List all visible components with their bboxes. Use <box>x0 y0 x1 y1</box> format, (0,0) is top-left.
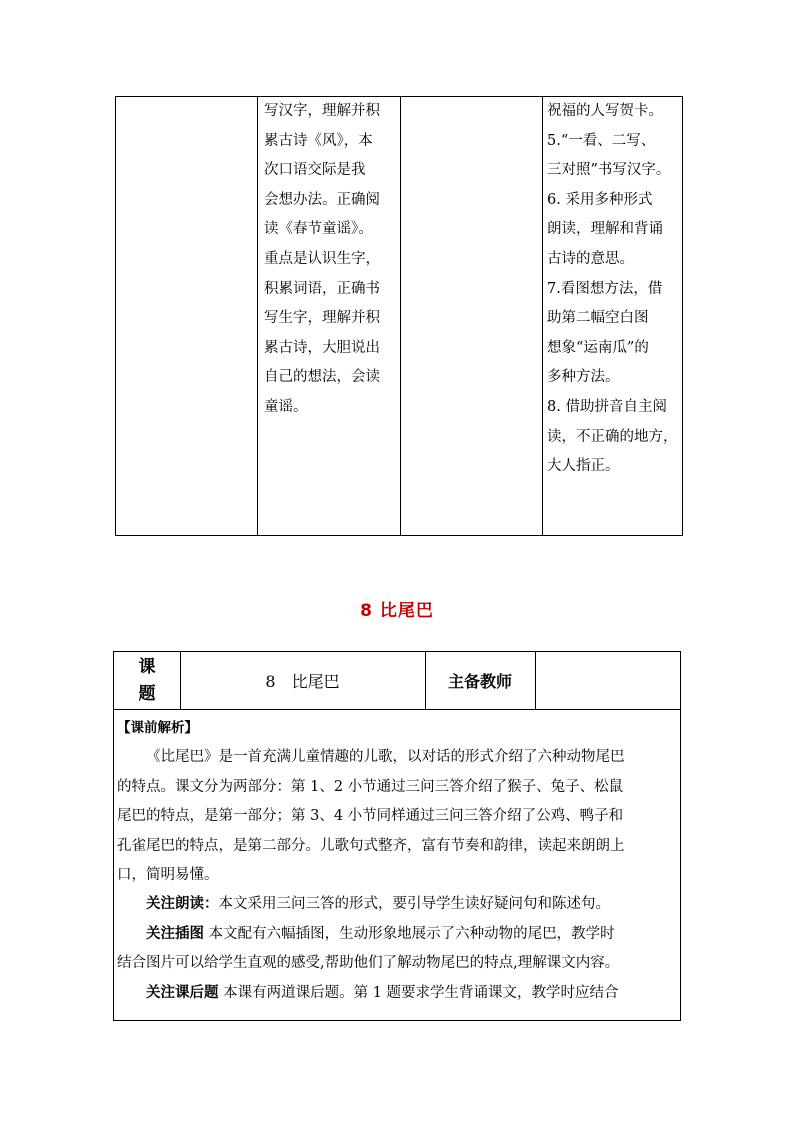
text-line: 祝福的人写贺卡。 <box>547 103 663 119</box>
text-line: 5.“一看、二写、 <box>547 132 656 149</box>
lesson-plan-table <box>113 651 681 1021</box>
paragraph-line: 孔雀尾巴的特点，是第二部分。儿歌句式整齐，富有节奏和韵律，读起来朗朗上 <box>117 837 625 854</box>
paragraph-line: 口，简明易懂。 <box>117 867 219 884</box>
text-line: 读《春节童谣》。 <box>264 221 373 238</box>
paragraph-line: 结合图片可以给学生直观的感受,帮助他们了解动物尾巴的特点,理解课文内容。 <box>117 955 620 972</box>
paragraph-line: 的特点。课文分为两部分：第 1、2 小节通过三问三答介绍了猴子、兔子、松鼠 <box>117 778 624 795</box>
table1-cell-teaching-methods <box>547 97 681 482</box>
paragraph-line: 《比尾巴》是一首充满儿童情趣的儿歌，以对话的形式介绍了六种动物尾巴 <box>146 749 625 766</box>
text-line: 累古诗，大胆说出 <box>264 339 380 356</box>
text-line: 8. 借助拼音自主阅 <box>547 398 667 415</box>
text-line: 多种方法。 <box>547 369 620 386</box>
text-line: 写生字，理解并积 <box>264 310 380 327</box>
teacher-value <box>535 652 680 709</box>
column-divider <box>400 97 401 535</box>
paragraph-line: 尾巴的特点，是第一部分；第 3、4 小节同样通过三问三答介绍了公鸡、鸭子和 <box>117 808 624 825</box>
text-line: 朗读，理解和背诵 <box>547 221 663 238</box>
focus-illustrations-text: 本文配有六幅插图，生动形象地展示了六种动物的尾巴，教学时 <box>204 925 615 942</box>
topic-label-char: 题 <box>138 683 156 704</box>
text-line: 写汉字，理解并积 <box>264 103 380 119</box>
focus-reading-text: 本文采用三问三答的形式，要引导学生读好疑问句和陈述句。 <box>218 896 610 913</box>
table1-cell-teaching-focus <box>264 97 399 423</box>
column-divider <box>542 97 543 535</box>
text-line: 大人指正。 <box>547 458 620 475</box>
text-line: 7.看图想方法，借 <box>547 280 663 297</box>
section-heading: 【课前解析】 <box>117 720 198 736</box>
text-line: 古诗的意思。 <box>547 250 634 267</box>
pre-class-analysis <box>117 714 679 1008</box>
text-line: 积累词语，正确书 <box>264 280 380 297</box>
text-line: 读，不正确的地方， <box>547 428 678 445</box>
text-line: 童谣。 <box>264 398 308 415</box>
focus-illustrations-label: 关注插图 <box>146 925 204 942</box>
text-line: 重点是认识生字， <box>264 250 380 267</box>
text-line: 自己的想法，会读 <box>264 369 380 386</box>
teacher-label: 主备教师 <box>447 672 512 691</box>
focus-exercises-text: 本课有两道课后题。第 1 题要求学生背诵课文，教学时应结合 <box>218 984 619 1001</box>
lesson-plan-table-continued <box>115 96 683 536</box>
focus-reading-label: 关注朗读： <box>146 896 219 913</box>
table-header-row <box>114 652 680 710</box>
topic-value: 8 比尾巴 <box>265 672 340 691</box>
text-line: 想象“运南瓜”的 <box>547 339 649 356</box>
column-divider <box>257 97 258 535</box>
focus-exercises-label: 关注课后题 <box>146 984 219 1001</box>
text-line: 累古诗《风》，本 <box>264 132 373 149</box>
topic-label-char: 课 <box>138 656 156 677</box>
text-line: 助第二幅空白图 <box>547 310 649 327</box>
text-line: 三对照”书写汉字。 <box>547 162 671 179</box>
lesson-title: 8 比尾巴 <box>360 601 434 621</box>
focus-reading <box>117 890 679 919</box>
text-line: 次口语交际是我 <box>264 162 366 179</box>
text-line: 6. 采用多种形式 <box>547 191 653 208</box>
focus-illustrations <box>117 920 679 949</box>
topic-label <box>114 652 180 709</box>
focus-exercises <box>117 979 679 1008</box>
text-line: 会想办法。正确阅 <box>264 191 380 208</box>
